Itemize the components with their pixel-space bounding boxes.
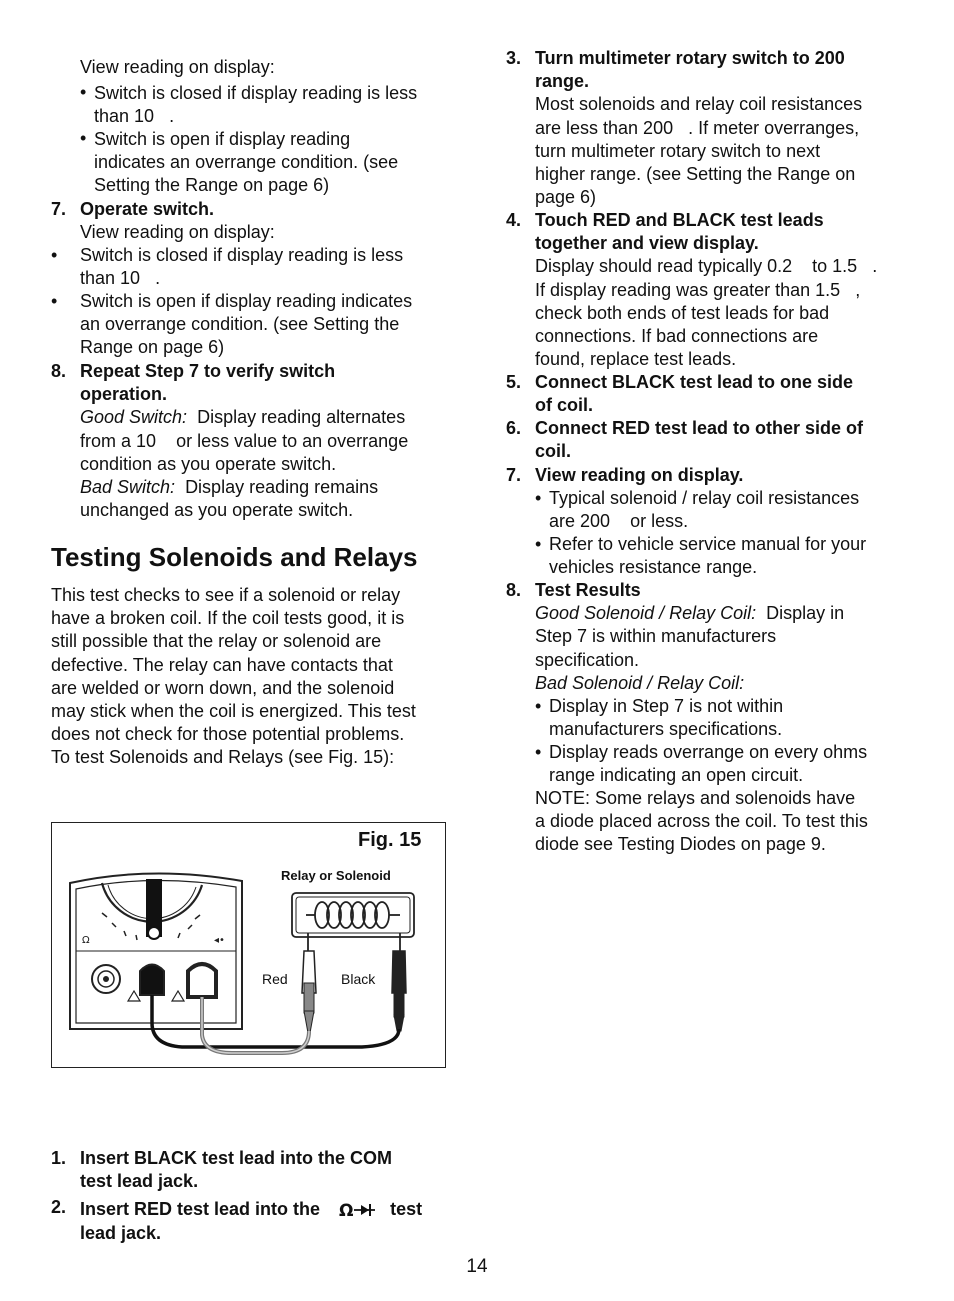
note [535, 787, 915, 857]
svg-text:Ω: Ω [82, 935, 90, 946]
bullet-dot: • [51, 245, 58, 265]
step-title: Turn multimeter rotary switch to 200 [535, 48, 845, 68]
note-line: diode see Testing Diodes on page 9. [535, 834, 826, 855]
left-step-1 [51, 1147, 451, 1193]
paragraph-line: may stick when the coil is energized. This test [51, 700, 416, 721]
relay-coil [292, 893, 414, 955]
bullet-line: Setting the Range on page 6) [94, 175, 330, 196]
step-title: test lead jack. [80, 1171, 199, 1192]
step-title: coil. [535, 441, 572, 462]
paragraph-line: To test Solenoids and Relays (see Fig. 15): [51, 747, 395, 768]
svg-text:Ω: Ω [339, 1201, 354, 1220]
step-number: 6. [506, 418, 522, 438]
bullet-line: Switch is open if display reading [94, 129, 351, 149]
step-number: 8. [506, 580, 522, 600]
good-switch-line: Good Switch: Display reading alternates [80, 407, 406, 428]
bullet-line: manufacturers specifications. [549, 719, 783, 740]
bullet-dot: • [535, 488, 542, 508]
step-number: 8. [51, 361, 67, 381]
step-title: lead jack. [80, 1223, 162, 1243]
page-number: 14 [466, 1256, 488, 1277]
bad-switch-line: Bad Switch: Display reading remains [80, 476, 379, 497]
intro-paragraph [51, 584, 451, 770]
left-step-2 [51, 1196, 451, 1245]
step-number: 2. [51, 1197, 67, 1217]
svg-text:◂•: ◂• [214, 935, 225, 946]
bullet-line: than 10 . [80, 268, 161, 289]
step-number: 7. [51, 199, 67, 219]
step-number: 1. [51, 1148, 67, 1168]
body-line: If display reading was greater than 1.5 , [535, 279, 861, 300]
paragraph-line: does not check for those potential problems. [51, 724, 405, 745]
paragraph-line: still possible that the relay or solenoid are [51, 631, 382, 652]
right-step-4 [506, 209, 906, 371]
step6-bullet-1 [80, 82, 460, 128]
good-coil-line: specification. [535, 649, 640, 670]
bullet-dot: • [51, 291, 58, 311]
paragraph-line: This test checks to see if a solenoid or relay [51, 585, 401, 605]
bullet-line: vehicles resistance range. [549, 557, 758, 578]
right-step-3 [506, 47, 906, 209]
bullet-line: than 10 . [94, 106, 175, 127]
step-title: Touch RED and BLACK test leads [535, 210, 824, 230]
right-step7-bullet-2 [535, 533, 915, 579]
step-title: Test Results [535, 580, 641, 600]
bullet-line: Display reads overrange on every ohms [549, 742, 868, 762]
figure-15 [51, 822, 446, 1068]
step6-bullet-2 [80, 128, 460, 198]
note-line: a diode placed across the coil. To test this [535, 811, 868, 832]
bullet-line: Refer to vehicle service manual for your [549, 534, 867, 554]
step-number: 7. [506, 465, 522, 485]
right-step8-bullet-2 [535, 741, 915, 787]
step-intro: View reading on display: [80, 222, 275, 243]
bad-switch-line: unchanged as you operate switch. [80, 500, 354, 521]
left-step7-bullet-1 [51, 244, 451, 290]
step-number: 3. [506, 48, 522, 68]
step6-intro: View reading on display: [80, 57, 275, 77]
test-clips [302, 951, 406, 1033]
bullet-line: range indicating an open circuit. [549, 765, 804, 786]
bad-coil-label: Bad Solenoid / Relay Coil: [535, 672, 745, 693]
bullet-dot: • [535, 696, 542, 716]
bullet-line: Switch is closed if display reading is less [80, 245, 404, 265]
bullet-line: indicates an overrange condition. (see [94, 152, 399, 173]
bullet-line: an overrange condition. (see Setting the [80, 314, 400, 335]
bullet-line: are 200 or less. [549, 511, 689, 532]
right-step-5 [506, 371, 906, 417]
step-title: Repeat Step 7 to verify switch [80, 361, 336, 381]
step-title: Operate switch. [80, 199, 215, 219]
multimeter [70, 873, 242, 1029]
step-title: Insert BLACK test lead into the COM [80, 1148, 393, 1168]
figure-label: Fig. 15 [358, 829, 422, 851]
black-label: Black [341, 971, 376, 987]
bullet-line: Display in Step 7 is not within [549, 696, 784, 716]
step-title: View reading on display. [535, 465, 744, 485]
right-step-7 [506, 464, 906, 487]
step-title: of coil. [535, 395, 593, 416]
bullet-dot: • [80, 82, 87, 102]
step-title: Connect BLACK test lead to one side [535, 372, 854, 392]
bullet-line: Range on page 6) [80, 337, 225, 358]
body-line: found, replace test leads. [535, 349, 737, 370]
step-title: together and view display. [535, 233, 759, 254]
good-coil-line: Good Solenoid / Relay Coil: Display in [535, 603, 845, 624]
step-title: operation. [80, 384, 168, 405]
step-title: Connect RED test lead to other side of [535, 418, 864, 438]
body-line: check both ends of test leads for bad [535, 302, 830, 323]
bullet-line: Switch is closed if display reading is less [94, 83, 418, 103]
step-number: 5. [506, 372, 522, 392]
body-line: page 6) [535, 187, 597, 208]
bullet-dot: • [80, 128, 87, 148]
good-switch-line: condition as you operate switch. [80, 453, 337, 474]
step-title: range. [535, 71, 590, 92]
ohm-diode-symbol-icon [339, 1201, 383, 1219]
left-step-8 [51, 360, 451, 522]
component-label: Relay or Solenoid [281, 868, 391, 883]
body-line: higher range. (see Setting the Range on [535, 163, 856, 184]
right-step7-bullet-1 [535, 487, 915, 533]
paragraph-line: have a broken coil. If the coil tests good, it is [51, 608, 405, 629]
good-coil-line: Step 7 is within manufacturers [535, 626, 777, 647]
section-heading: Testing Solenoids and Relays [51, 542, 418, 572]
left-step-7 [51, 198, 451, 244]
left-step7-bullet-2 [51, 290, 451, 360]
red-label: Red [262, 971, 288, 987]
right-step-8 [506, 579, 906, 695]
bullet-dot: • [535, 742, 542, 762]
good-switch-line: from a 10 or less value to an overrange [80, 430, 409, 451]
body-line: Display should read typically 0.2 to 1.5 . [535, 256, 878, 277]
step6-continuation [80, 56, 460, 79]
bullet-line: Switch is open if display reading indicates [80, 291, 413, 311]
wiring-diagram [52, 823, 445, 1067]
right-step8-bullet-1 [535, 695, 915, 741]
body-line: connections. If bad connections are [535, 325, 819, 346]
right-step-6 [506, 417, 906, 463]
body-line: are less than 200 . If meter overranges, [535, 117, 860, 138]
step-title: Insert RED test lead into the Ω test [80, 1199, 423, 1220]
paragraph-line: defective. The relay can have contacts that [51, 654, 393, 675]
body-line: Most solenoids and relay coil resistances [535, 94, 863, 115]
paragraph-line: are welded or worn down, and the solenoid [51, 677, 395, 698]
step-number: 4. [506, 210, 522, 230]
bullet-line: Typical solenoid / relay coil resistances [549, 488, 860, 508]
note-line: NOTE: Some relays and solenoids have [535, 788, 856, 808]
body-line: turn multimeter rotary switch to next [535, 140, 821, 161]
bullet-dot: • [535, 534, 542, 554]
